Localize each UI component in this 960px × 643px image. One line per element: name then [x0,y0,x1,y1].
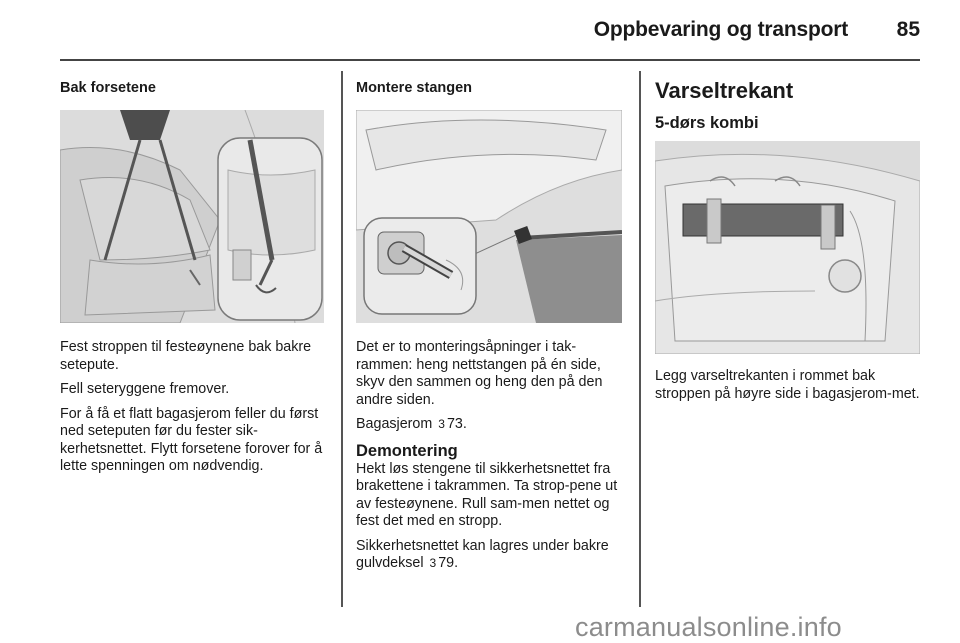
page-header [60,18,920,48]
page-number: 85 [896,18,920,41]
page-title: Oppbevaring og transport [593,18,848,41]
cross-reference [356,416,624,434]
section-heading: Varseltrekant [655,78,794,103]
paragraph: Fest stroppen til festeøynene bak bakre setepute. [60,339,312,373]
column-3 [655,72,920,410]
column-1 [60,72,328,483]
reference-text: Sikkerhetsnettet kan lagres under bakre gulvdeksel [356,537,609,571]
subsection-heading: 5-dørs kombi [655,114,759,132]
paragraph: For å få et flatt bagasjerom feller du først ned seteputen før du fester sik-kerhetsnettet. Flytt forsetene forover for å lette spenningen om nødvendig. [60,405,323,474]
watermark: carmanualsonline.info [575,612,842,642]
column-2 [356,72,624,580]
section-heading: Montere stangen [356,80,473,96]
paragraph: Det er to monteringsåpninger i tak-rammen: heng nettstangen på én side, skyv den sammen og heng den på den andre siden. [356,339,603,408]
column-divider [341,71,343,607]
column-divider [639,71,641,607]
reference-page: 79. [438,555,459,571]
paragraph: Legg varseltrekanten i rommet bak stroppen på høyre side i bagasjerom-met. [655,368,920,402]
reference-text: Bagasjerom [356,416,433,432]
reference-arrow-icon: 3 [429,556,437,570]
illustration-warning-triangle-storage [655,141,920,354]
section-heading: Bak forsetene [60,80,156,96]
header-rule [60,59,920,61]
illustration-rear-seat-strap [60,110,324,323]
paragraph: Fell seteryggene fremover. [60,381,230,397]
illustration-mounting-rod [356,110,622,323]
subsection-heading: Demontering [356,441,458,460]
cross-reference [356,538,624,573]
reference-arrow-icon: 3 [438,417,445,431]
paragraph: Hekt løs stengene til sikkerhetsnettet fra brakettene i takrammen. Ta strop-pene ut av festeøynene. Rull sam-men nettet og fest det med en stropp. [356,460,618,529]
reference-page: 73. [446,416,467,432]
